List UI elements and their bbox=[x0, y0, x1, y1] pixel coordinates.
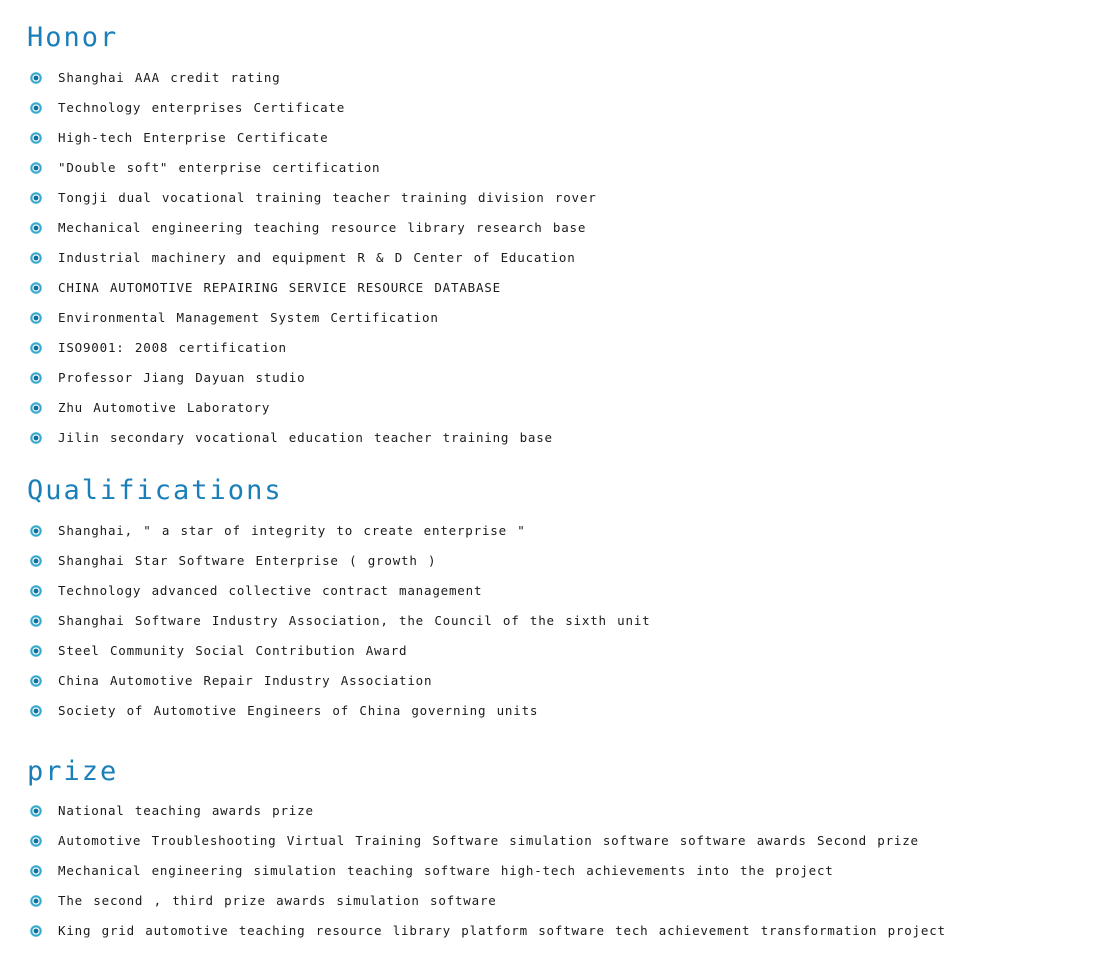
list-item-label: National teaching awards prize bbox=[58, 803, 314, 818]
bullet-icon bbox=[30, 645, 42, 657]
list-item-label: Steel Community Social Contribution Award bbox=[58, 643, 408, 658]
bullet-icon bbox=[30, 705, 42, 717]
bullet-icon bbox=[30, 252, 42, 264]
bullet-icon bbox=[30, 925, 42, 937]
list-item-label: Shanghai Star Software Enterprise ( growth ) bbox=[58, 553, 437, 568]
bullet-icon bbox=[30, 372, 42, 384]
bullet-icon bbox=[30, 72, 42, 84]
list-item-label: Professor Jiang Dayuan studio bbox=[58, 370, 306, 385]
section-title-prize: prize bbox=[27, 756, 119, 787]
bullet-icon bbox=[30, 192, 42, 204]
bullet-icon bbox=[30, 432, 42, 444]
list-item-label: King grid automotive teaching resource library platform software tech achievement transformation project bbox=[58, 923, 946, 938]
list-item-label: The second , third prize awards simulation software bbox=[58, 893, 497, 908]
list-item-label: Jilin secondary vocational education teacher training base bbox=[58, 430, 553, 445]
list-item-label: Technology enterprises Certificate bbox=[58, 100, 346, 115]
list-item-label: Environmental Management System Certification bbox=[58, 310, 439, 325]
list-item-label: High-tech Enterprise Certificate bbox=[58, 130, 329, 145]
bullet-icon bbox=[30, 342, 42, 354]
bullet-icon bbox=[30, 895, 42, 907]
list-item-label: "Double soft" enterprise certification bbox=[58, 160, 381, 175]
bullet-icon bbox=[30, 805, 42, 817]
list-item-label: Shanghai, " a star of integrity to create enterprise " bbox=[58, 523, 526, 538]
list-item-label: Society of Automotive Engineers of China governing units bbox=[58, 703, 539, 718]
bullet-icon bbox=[30, 162, 42, 174]
list-item-label: Shanghai Software Industry Association, the Council of the sixth unit bbox=[58, 613, 651, 628]
bullet-icon bbox=[30, 585, 42, 597]
bullet-icon bbox=[30, 102, 42, 114]
section-title-qualifications: Qualifications bbox=[27, 475, 283, 506]
bullet-icon bbox=[30, 402, 42, 414]
list-item-label: Industrial machinery and equipment R & D Center of Education bbox=[58, 250, 576, 265]
bullet-icon bbox=[30, 525, 42, 537]
section-title-honor: Honor bbox=[27, 22, 119, 53]
bullet-icon bbox=[30, 835, 42, 847]
bullet-icon bbox=[30, 865, 42, 877]
list-item-label: Tongji dual vocational training teacher training division rover bbox=[58, 190, 597, 205]
list-item-label: ISO9001: 2008 certification bbox=[58, 340, 287, 355]
list-item-label: CHINA AUTOMOTIVE REPAIRING SERVICE RESOURCE DATABASE bbox=[58, 280, 501, 295]
list-item-label: Automotive Troubleshooting Virtual Training Software simulation software software awards Second prize bbox=[58, 833, 919, 848]
bullet-icon bbox=[30, 615, 42, 627]
list-item-label: Zhu Automotive Laboratory bbox=[58, 400, 271, 415]
bullet-icon bbox=[30, 132, 42, 144]
list-item-label: Mechanical engineering teaching resource library research base bbox=[58, 220, 587, 235]
bullet-icon bbox=[30, 555, 42, 567]
bullet-icon bbox=[30, 222, 42, 234]
bullet-icon bbox=[30, 675, 42, 687]
list-item-label: China Automotive Repair Industry Association bbox=[58, 673, 433, 688]
list-item-label: Mechanical engineering simulation teaching software high-tech achievements into the project bbox=[58, 863, 834, 878]
list-item-label: Technology advanced collective contract management bbox=[58, 583, 483, 598]
list-item-label: Shanghai AAA credit rating bbox=[58, 70, 281, 85]
bullet-icon bbox=[30, 312, 42, 324]
bullet-icon bbox=[30, 282, 42, 294]
